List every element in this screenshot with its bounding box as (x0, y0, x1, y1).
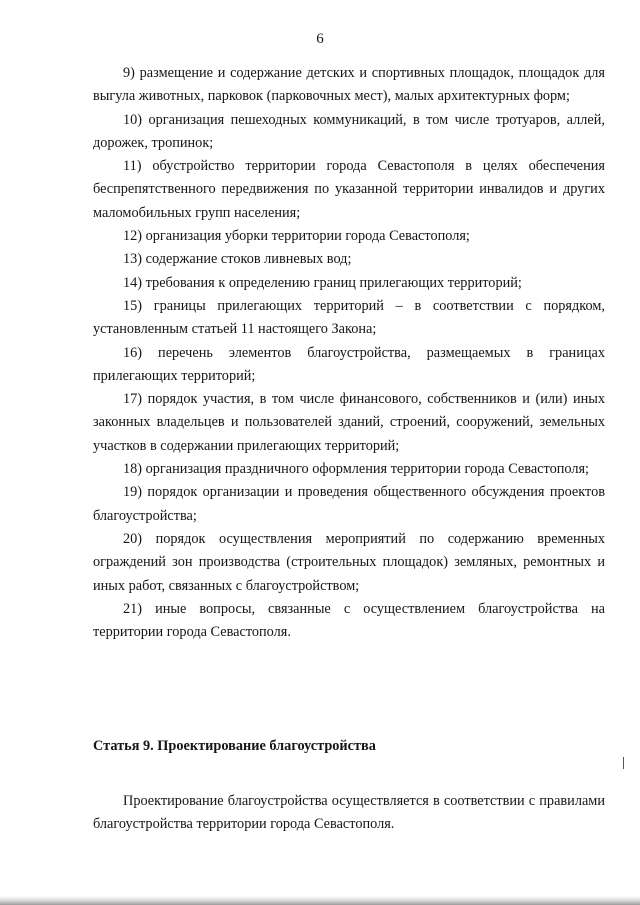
list-item-15: 15) границы прилегающих территорий – в соответствии с порядком, установленным статьей 11 настоящего Закона; (93, 297, 605, 338)
article-9-heading: Статья 9. Проектирование благоустройства (93, 738, 376, 754)
list-item-12: 12) организация уборки территории города Севастополя; (123, 228, 470, 245)
page-number: 6 (316, 31, 324, 47)
scan-mark (623, 757, 624, 769)
list-item-20: 20) порядок осуществления мероприятий по содержанию временных ограждений зон производства (строительных площадок) земляных, ремонтных и иных работ, связанных с благоустройством; (93, 530, 605, 594)
list-item-17: 17) порядок участия, в том числе финансового, собственников и (или) иных законных владельцев и пользователей зданий, строений, сооружений, земельных участков в содержании прилегающих территорий; (93, 391, 605, 454)
list-item-19: 19) порядок организации и проведения общественного обсуждения проектов благоустройства; (93, 484, 605, 524)
list-item-11: 11) обустройство территории города Севастополя в целях обеспечения беспрепятственного передвижения по указанной территории инвалидов и других маломобильных групп населения; (93, 158, 605, 221)
list-item-18: 18) организация праздничного оформления территории города Севастополя; (123, 461, 590, 478)
numbered-list (93, 62, 605, 644)
list-item-10: 10) организация пешеходных коммуникаций, в том числе тротуаров, аллей, дорожек, тропинок; (93, 111, 605, 151)
article-9-text: Проектирование благоустройства осуществляется в соответствии с правилами благоустройства территории города Севастополя. (93, 793, 605, 833)
list-item-9: 9) размещение и содержание детских и спортивных площадок, площадок для выгула животных, парковок (парковочных мест), малых архитектурных форм; (93, 65, 605, 105)
list-item-21: 21) иные вопросы, связанные с осуществлением благоустройства на территории города Севастополя. (93, 600, 605, 641)
list-item-14: 14) требования к определению границ прилегающих территорий; (123, 274, 522, 291)
scan-bottom-edge (0, 896, 640, 905)
list-item-16: 16) перечень элементов благоустройства, размещаемых в границах прилегающих территорий; (93, 344, 605, 384)
list-item-13: 13) содержание стоков ливневых вод; (123, 251, 352, 268)
